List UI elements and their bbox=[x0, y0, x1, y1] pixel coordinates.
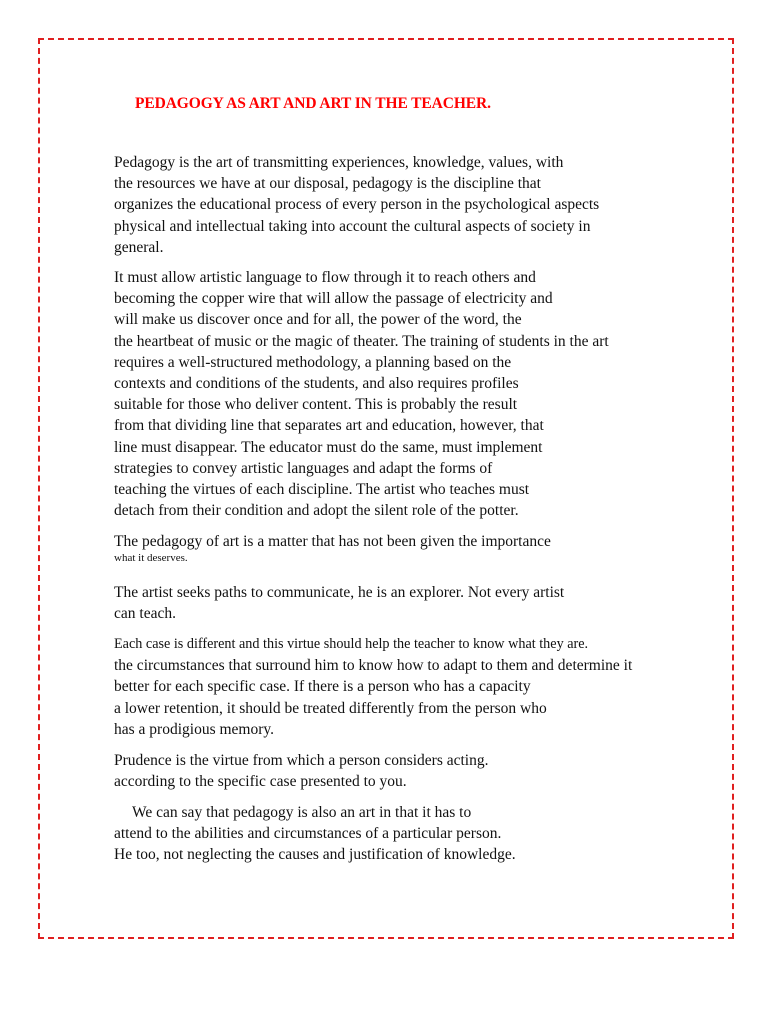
text-line: becoming the copper wire that will allow the passage of electricity and bbox=[114, 290, 553, 308]
paragraph-7 bbox=[114, 802, 516, 866]
text-line: has a prodigious memory. bbox=[114, 720, 274, 738]
text-line: We can say that pedagogy is also an art in that it has to bbox=[132, 804, 472, 821]
text-line: He too, not neglecting the causes and justification of knowledge. bbox=[114, 846, 516, 864]
text-line: The artist seeks paths to communicate, he is an explorer. Not every artist bbox=[114, 584, 565, 601]
text-line: according to the specific case presented to you. bbox=[114, 773, 407, 791]
text-line: detach from their condition and adopt the silent role of the potter. bbox=[114, 502, 519, 520]
text-line: teaching the virtues of each discipline. The artist who teaches must bbox=[114, 481, 530, 499]
text-line: strategies to convey artistic languages and adapt the forms of bbox=[114, 459, 493, 477]
text-line: what it deserves. bbox=[114, 552, 188, 565]
text-line: will make us discover once and for all, the power of the word, the bbox=[114, 311, 522, 329]
text-line: requires a well-structured methodology, a planning based on the bbox=[114, 353, 512, 371]
text-line: Each case is different and this virtue should help the teacher to know what they are. bbox=[114, 636, 589, 652]
paragraph-4 bbox=[114, 582, 564, 624]
text-line: physical and intellectual taking into account the cultural aspects of society in bbox=[114, 217, 591, 235]
paragraph-6 bbox=[114, 750, 488, 792]
text-line: The pedagogy of art is a matter that has not been given the importance bbox=[114, 533, 551, 550]
paragraph-3 bbox=[114, 531, 551, 565]
text-line: the resources we have at our disposal, pedagogy is the discipline that bbox=[114, 175, 541, 193]
text-line: general. bbox=[114, 238, 164, 256]
paragraph-5 bbox=[114, 634, 632, 740]
text-line: Pedagogy is the art of transmitting experiences, knowledge, values, with bbox=[114, 154, 564, 171]
text-line: better for each specific case. If there is a person who has a capacity bbox=[114, 678, 531, 696]
text-line: attend to the abilities and circumstances of a particular person. bbox=[114, 825, 502, 843]
text-line: organizes the educational process of every person in the psychological aspects bbox=[114, 196, 600, 214]
paragraph-1 bbox=[114, 152, 599, 258]
text-line: a lower retention, it should be treated differently from the person who bbox=[114, 699, 547, 717]
text-line: Prudence is the virtue from which a person considers acting. bbox=[114, 752, 489, 769]
text-line: suitable for those who deliver content. This is probably the result bbox=[114, 396, 518, 414]
text-line: It must allow artistic language to flow through it to reach others and bbox=[114, 269, 536, 286]
document-title: PEDAGOGY AS ART AND ART IN THE TEACHER. bbox=[135, 95, 491, 112]
text-line: from that dividing line that separates art and education, however, that bbox=[114, 417, 544, 435]
paragraph-2 bbox=[114, 267, 609, 521]
text-line: the heartbeat of music or the magic of theater. The training of students in the art bbox=[114, 332, 609, 350]
text-line: contexts and conditions of the students, and also requires profiles bbox=[114, 375, 519, 393]
text-line: line must disappear. The educator must do the same, must implement bbox=[114, 438, 543, 456]
text-line: can teach. bbox=[114, 605, 176, 623]
text-line: the circumstances that surround him to know how to adapt to them and determine it bbox=[114, 657, 633, 675]
